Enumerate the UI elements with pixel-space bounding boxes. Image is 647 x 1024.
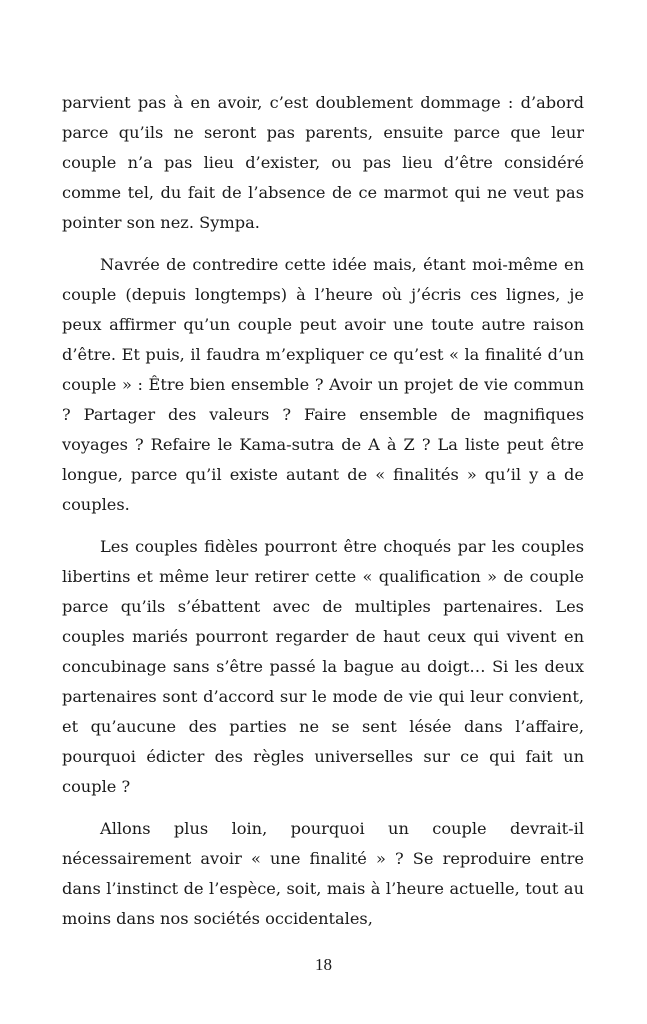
- paragraph: Allons plus loin, pourquoi un couple devrait-il nécessairement avoir « une finalité » ? Se reproduire entre dans l’instinct de l’espèce, soit, mais à l’heure actuelle, tout au moins dans nos sociétés occidentales,: [62, 819, 584, 928]
- paragraph-continued: parvient pas à en avoir, c’est doublement dommage : d’abord parce qu’ils ne seront pas parents, ensuite parce que leur couple n’a pas lieu d’exister, ou pas lieu d’être considéré comme tel, du fait de l’absence de ce marmot qui ne veut pas pointer son nez. Sympa.: [62, 93, 584, 232]
- page-number: 18: [315, 955, 332, 974]
- paragraph: Les couples fidèles pourront être choqués par les couples libertins et même leur retirer cette « qualification » de couple parce qu’ils s’ébattent avec de multiples partenaires. Les couples mariés pourront regarder de haut ceux qui vivent en concubinage sans s’être passé la bague au doigt… Si les deux partenaires sont d’accord sur le mode de vie qui leur convient, et qu’aucune des parties ne se sent lésée dans l’affaire, pourquoi édicter des règles universelles sur ce qui fait un couple ?: [62, 537, 584, 796]
- paragraph: Navrée de contredire cette idée mais, étant moi-même en couple (depuis longtemps) à l’heure où j’écris ces lignes, je peux affirmer qu’un couple peut avoir une toute autre raison d’être. Et puis, il faudra m’expliquer ce qu’est « la finalité d’un couple » : Être bien ensemble ? Avoir un projet de vie commun ? Partager des valeurs ? Faire ensemble de magnifiques voyages ? Refaire le Kama-sutra de A à Z ? La liste peut être longue, parce qu’il existe autant de « finalités » qu’il y a de couples.: [62, 255, 584, 514]
- body-text: [62, 88, 584, 946]
